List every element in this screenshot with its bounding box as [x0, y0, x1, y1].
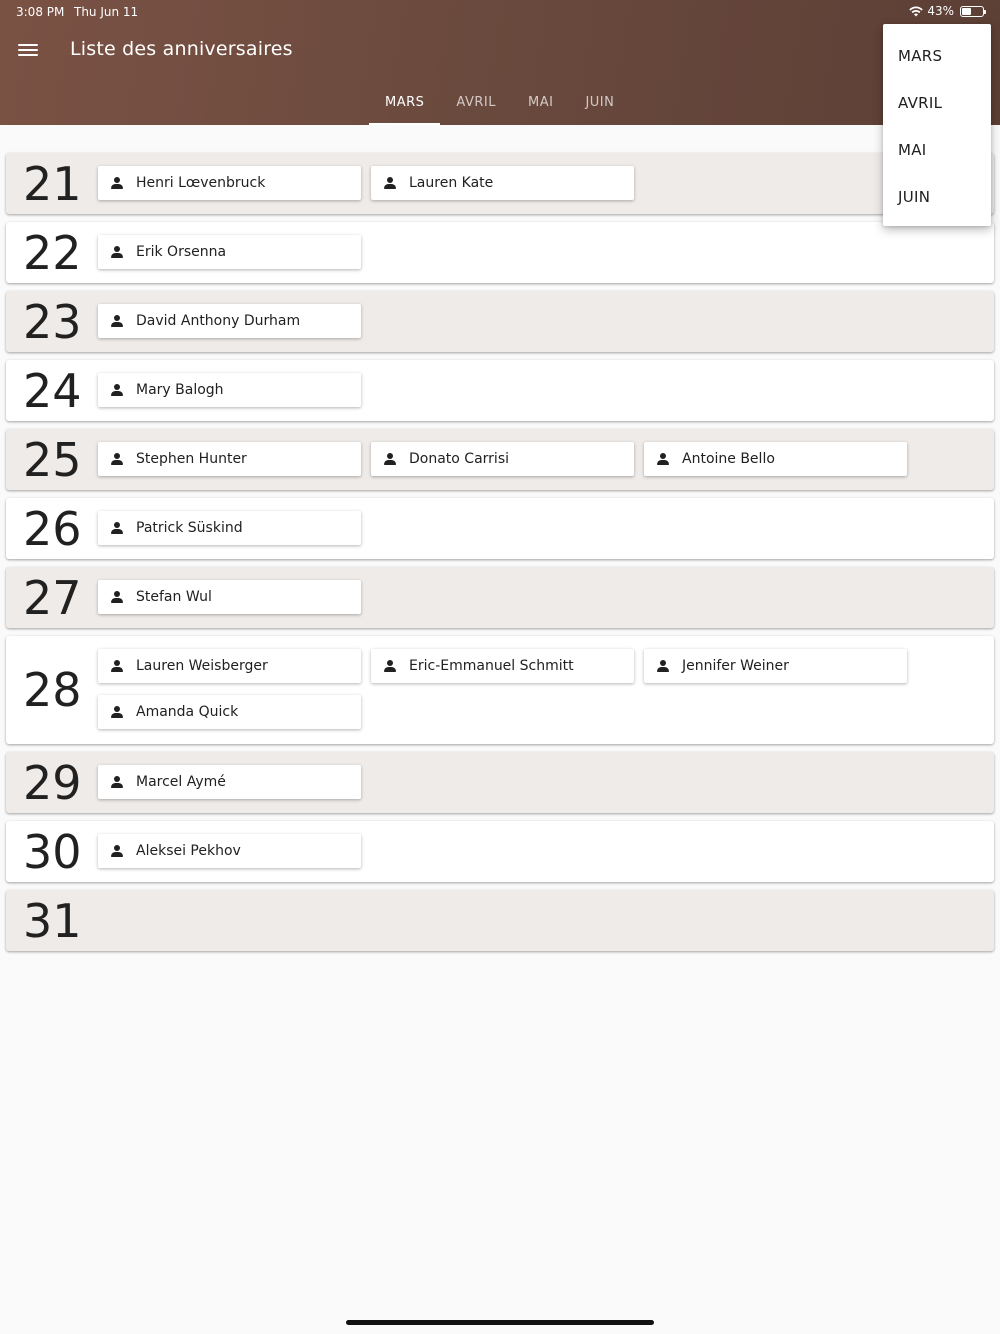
person-name: Eric-Emmanuel Schmitt — [409, 658, 574, 674]
day-row — [6, 752, 994, 813]
person-chip-group — [98, 304, 938, 338]
person-chip[interactable] — [98, 235, 361, 269]
person-name: Stephen Hunter — [136, 451, 247, 467]
person-name: Aleksei Pekhov — [136, 843, 241, 859]
day-row — [6, 636, 994, 744]
person-chip-group — [98, 765, 938, 799]
day-row — [6, 153, 994, 214]
day-number: 22 — [23, 226, 82, 280]
status-date: Thu Jun 11 — [74, 5, 139, 19]
person-name: Stefan Wul — [136, 589, 212, 605]
person-chip[interactable] — [644, 442, 907, 476]
dropdown-item-avril[interactable]: AVRIL — [898, 93, 943, 112]
person-icon — [110, 314, 124, 328]
person-icon — [110, 590, 124, 604]
person-chip-group — [98, 235, 938, 269]
person-name: Lauren Kate — [409, 175, 494, 191]
person-chip[interactable] — [98, 695, 361, 729]
person-chip[interactable] — [644, 649, 907, 683]
person-chip-group — [98, 649, 938, 729]
person-chip[interactable] — [98, 304, 361, 338]
wifi-icon — [909, 6, 923, 17]
person-chip[interactable] — [371, 649, 634, 683]
day-row — [6, 567, 994, 628]
day-number: 29 — [23, 756, 82, 810]
birthday-list — [6, 153, 994, 959]
person-name: Patrick Süskind — [136, 520, 243, 536]
tab-avril[interactable]: AVRIL — [456, 95, 496, 110]
day-row — [6, 222, 994, 283]
person-chip[interactable] — [371, 166, 634, 200]
dropdown-item-juin[interactable]: JUIN — [898, 187, 931, 206]
person-icon — [656, 659, 670, 673]
person-name: Jennifer Weiner — [682, 658, 789, 674]
day-row — [6, 429, 994, 490]
person-icon — [110, 383, 124, 397]
person-name: Lauren Weisberger — [136, 658, 268, 674]
home-indicator — [346, 1320, 654, 1325]
person-chip-group — [98, 834, 938, 868]
person-chip[interactable] — [98, 442, 361, 476]
person-icon — [383, 176, 397, 190]
person-chip-group — [98, 511, 938, 545]
tab-mars[interactable]: MARS — [369, 80, 440, 125]
dropdown-item-mars[interactable]: MARS — [898, 46, 943, 65]
day-row — [6, 821, 994, 882]
person-chip[interactable] — [98, 511, 361, 545]
person-chip-group — [98, 442, 938, 476]
person-icon — [110, 245, 124, 259]
person-icon — [110, 844, 124, 858]
day-number: 30 — [23, 825, 82, 879]
day-number: 21 — [23, 157, 82, 211]
person-name: Erik Orsenna — [136, 244, 227, 260]
tab-mai[interactable]: MAI — [527, 95, 554, 110]
person-name: Donato Carrisi — [409, 451, 509, 467]
person-name: Mary Balogh — [136, 382, 224, 398]
day-number: 24 — [23, 364, 82, 418]
person-chip[interactable] — [98, 166, 361, 200]
person-icon — [656, 452, 670, 466]
tab-juin[interactable]: JUIN — [585, 95, 615, 110]
person-chip[interactable] — [98, 765, 361, 799]
day-number: 27 — [23, 571, 82, 625]
person-name: Marcel Aymé — [136, 774, 226, 790]
person-icon — [383, 452, 397, 466]
person-icon — [110, 775, 124, 789]
app-bar — [0, 0, 1000, 125]
day-number: 28 — [23, 663, 82, 717]
battery-percent: 43% — [927, 4, 954, 18]
person-icon — [110, 176, 124, 190]
day-number: 26 — [23, 502, 82, 556]
day-number: 23 — [23, 295, 82, 349]
person-icon — [110, 452, 124, 466]
person-name: Amanda Quick — [136, 704, 239, 720]
status-bar — [0, 0, 1000, 24]
person-chip-group — [98, 166, 938, 200]
person-chip-group — [98, 580, 938, 614]
dropdown-item-mai[interactable]: MAI — [898, 140, 927, 159]
person-name: David Anthony Durham — [136, 313, 301, 329]
person-chip[interactable] — [98, 649, 361, 683]
status-indicators — [909, 4, 984, 18]
person-name: Antoine Bello — [682, 451, 775, 467]
person-chip[interactable] — [98, 834, 361, 868]
day-number: 31 — [23, 894, 82, 948]
person-chip-group — [98, 373, 938, 407]
month-dropdown-menu — [883, 24, 991, 226]
day-number: 25 — [23, 433, 82, 487]
hamburger-menu-icon[interactable] — [18, 42, 38, 58]
person-icon — [110, 705, 124, 719]
day-row — [6, 498, 994, 559]
person-chip[interactable] — [98, 580, 361, 614]
day-row — [6, 360, 994, 421]
person-icon — [110, 659, 124, 673]
status-time: 3:08 PM — [16, 5, 65, 19]
person-name: Henri Lœvenbruck — [136, 175, 266, 191]
page-title: Liste des anniversaires — [70, 38, 293, 60]
person-icon — [383, 659, 397, 673]
person-chip[interactable] — [371, 442, 634, 476]
month-tabs — [369, 80, 630, 125]
battery-icon — [960, 6, 984, 17]
person-chip[interactable] — [98, 373, 361, 407]
day-row — [6, 291, 994, 352]
person-icon — [110, 521, 124, 535]
day-row — [6, 890, 994, 951]
